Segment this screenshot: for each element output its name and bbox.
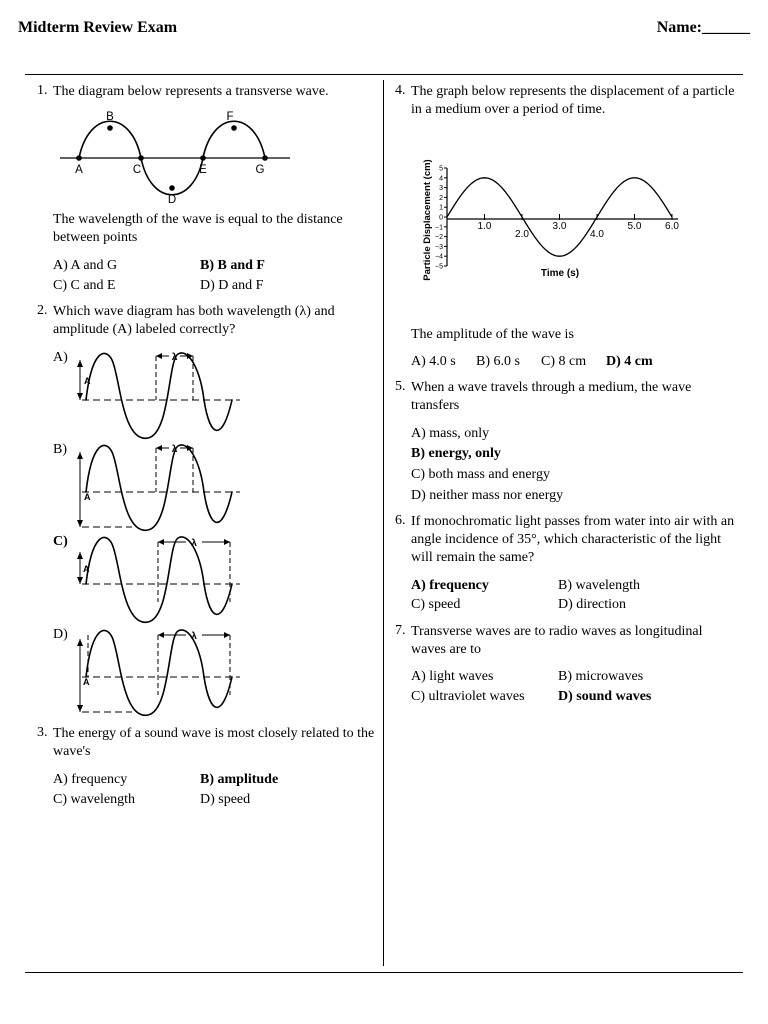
- q7-option-b: B) microwaves: [558, 669, 644, 684]
- q1-option-d: D) D and F: [200, 278, 264, 293]
- chart-y-tick-label: −1: [435, 224, 443, 232]
- q4-option-d: D) 4 cm: [606, 354, 653, 369]
- q7-option-a: A) light waves: [411, 669, 494, 684]
- q3-option-a: A) frequency: [53, 772, 128, 787]
- chart-y-tick-label: −3: [435, 243, 443, 251]
- q2-a-lambda-label: λ: [171, 352, 178, 363]
- q2-wave-diagram-a: [70, 348, 245, 443]
- chart-y-tick-label: −2: [435, 234, 443, 242]
- q5-number: 5.: [395, 379, 406, 394]
- q1-point-c: C: [132, 164, 142, 176]
- chart-y-tick-label: 0: [439, 214, 443, 222]
- q1-number: 1.: [37, 83, 48, 98]
- q6-number: 6.: [395, 513, 406, 528]
- chart-x-tick-label: 3.0: [552, 221, 567, 232]
- q1-stem: The diagram below represents a transverse wave.: [53, 84, 329, 99]
- q2-wave-diagram-b: [70, 440, 245, 535]
- q2-d-amplitude-label: A: [83, 677, 90, 687]
- q1-point-f: F: [226, 111, 234, 123]
- chart-y-tick-label: 3: [439, 185, 443, 193]
- q7-option-d: D) sound waves: [558, 689, 652, 704]
- q6-option-b: B) wavelength: [558, 578, 641, 593]
- q1-option-b: B) B and F: [200, 258, 265, 273]
- q2-a-amplitude-label: A: [84, 376, 91, 386]
- q3-number: 3.: [37, 725, 48, 740]
- q2-c-amplitude-label: A: [83, 564, 90, 574]
- q7-number: 7.: [395, 623, 406, 638]
- chart-y-tick-label: 5: [439, 165, 443, 173]
- q7-option-c: C) ultraviolet waves: [411, 689, 525, 704]
- q5-stem: When a wave travels through a medium, the wave transfers: [411, 380, 692, 413]
- q2-number: 2.: [37, 303, 48, 318]
- q5-option-a: A) mass, only: [411, 426, 490, 441]
- q3-option-b: B) amplitude: [200, 772, 279, 787]
- q2-b-amplitude-label: A: [84, 492, 91, 502]
- q6-option-a: A) frequency: [411, 578, 489, 593]
- chart-x-axis-label: Time (s): [540, 268, 580, 279]
- chart-x-tick-label: 1.0: [477, 221, 492, 232]
- column-divider: [383, 80, 384, 966]
- q1-followup: The wavelength of the wave is equal to the distance between points: [53, 212, 343, 245]
- chart-y-tick-label: −4: [435, 253, 443, 261]
- q2-b-lambda-label: λ: [171, 444, 178, 455]
- q1-wave-diagram: [55, 106, 295, 206]
- q1-point-d: D: [167, 194, 177, 206]
- q5-option-c: C) both mass and energy: [411, 467, 550, 482]
- q1-point-b: B: [106, 111, 114, 123]
- q1-option-a: A) A and G: [53, 258, 118, 273]
- chart-x-tick-label: 6.0: [665, 221, 679, 232]
- q3-option-d: D) speed: [200, 792, 251, 807]
- chart-x-tick-label: 4.0: [590, 229, 604, 240]
- q2-choice-b-label: B): [53, 442, 67, 457]
- q1-point-a: A: [75, 164, 83, 176]
- chart-y-tick-label: 1: [439, 204, 443, 212]
- exam-title: Midterm Review Exam: [18, 19, 178, 36]
- q4-stem: The graph below represents the displacement of a particle in a medium over a period of time.: [411, 84, 735, 117]
- q6-option-d: D) direction: [558, 597, 627, 612]
- chart-y-tick-label: 4: [439, 175, 443, 183]
- q6-stem: If monochromatic light passes from water into air with an angle incidence of 35°, which characteristic of the light will remain the same?: [411, 514, 735, 565]
- chart-y-tick-label: −5: [435, 263, 443, 271]
- q1-option-c: C) C and E: [53, 278, 116, 293]
- chart-x-tick-label: 5.0: [627, 221, 642, 232]
- q4-followup: The amplitude of the wave is: [411, 327, 574, 342]
- q2-wave-diagram-c: [70, 532, 245, 627]
- q4-displacement-chart: [418, 140, 688, 300]
- chart-x-tick-label: 2.0: [515, 229, 529, 240]
- q2-choice-a-label: A): [53, 350, 68, 365]
- q2-choice-d-label: D): [53, 627, 68, 642]
- q6-option-c: C) speed: [411, 597, 461, 612]
- q2-stem: Which wave diagram has both wavelength (λ) and amplitude (A) labeled correctly?: [53, 304, 335, 337]
- q3-option-c: C) wavelength: [53, 792, 136, 807]
- q1-point-e: E: [199, 164, 207, 176]
- chart-y-tick-label: 2: [439, 194, 443, 202]
- q2-c-lambda-label: λ: [191, 538, 197, 549]
- q4-option-a: A) 4.0 s: [411, 354, 456, 369]
- q5-option-d: D) neither mass nor energy: [411, 488, 564, 503]
- q4-number: 4.: [395, 83, 406, 98]
- q2-choice-c-label: C): [53, 534, 68, 549]
- chart-y-axis-label: Particle Displacement (cm): [422, 159, 433, 281]
- q7-stem: Transverse waves are to radio waves as longitudinal waves are to: [411, 624, 703, 657]
- q1-point-g: G: [255, 164, 265, 176]
- q4-option-c: C) 8 cm: [541, 354, 587, 369]
- name-field-label: Name:______: [656, 19, 750, 36]
- q4-option-b: B) 6.0 s: [476, 354, 520, 369]
- bottom-rule: [25, 972, 743, 973]
- q3-stem: The energy of a sound wave is most closely related to the wave's: [53, 726, 375, 759]
- q2-d-lambda-label: λ: [191, 631, 197, 642]
- q5-option-b: B) energy, only: [411, 446, 501, 461]
- top-rule: [25, 74, 743, 75]
- q2-wave-diagram-d: [70, 625, 245, 720]
